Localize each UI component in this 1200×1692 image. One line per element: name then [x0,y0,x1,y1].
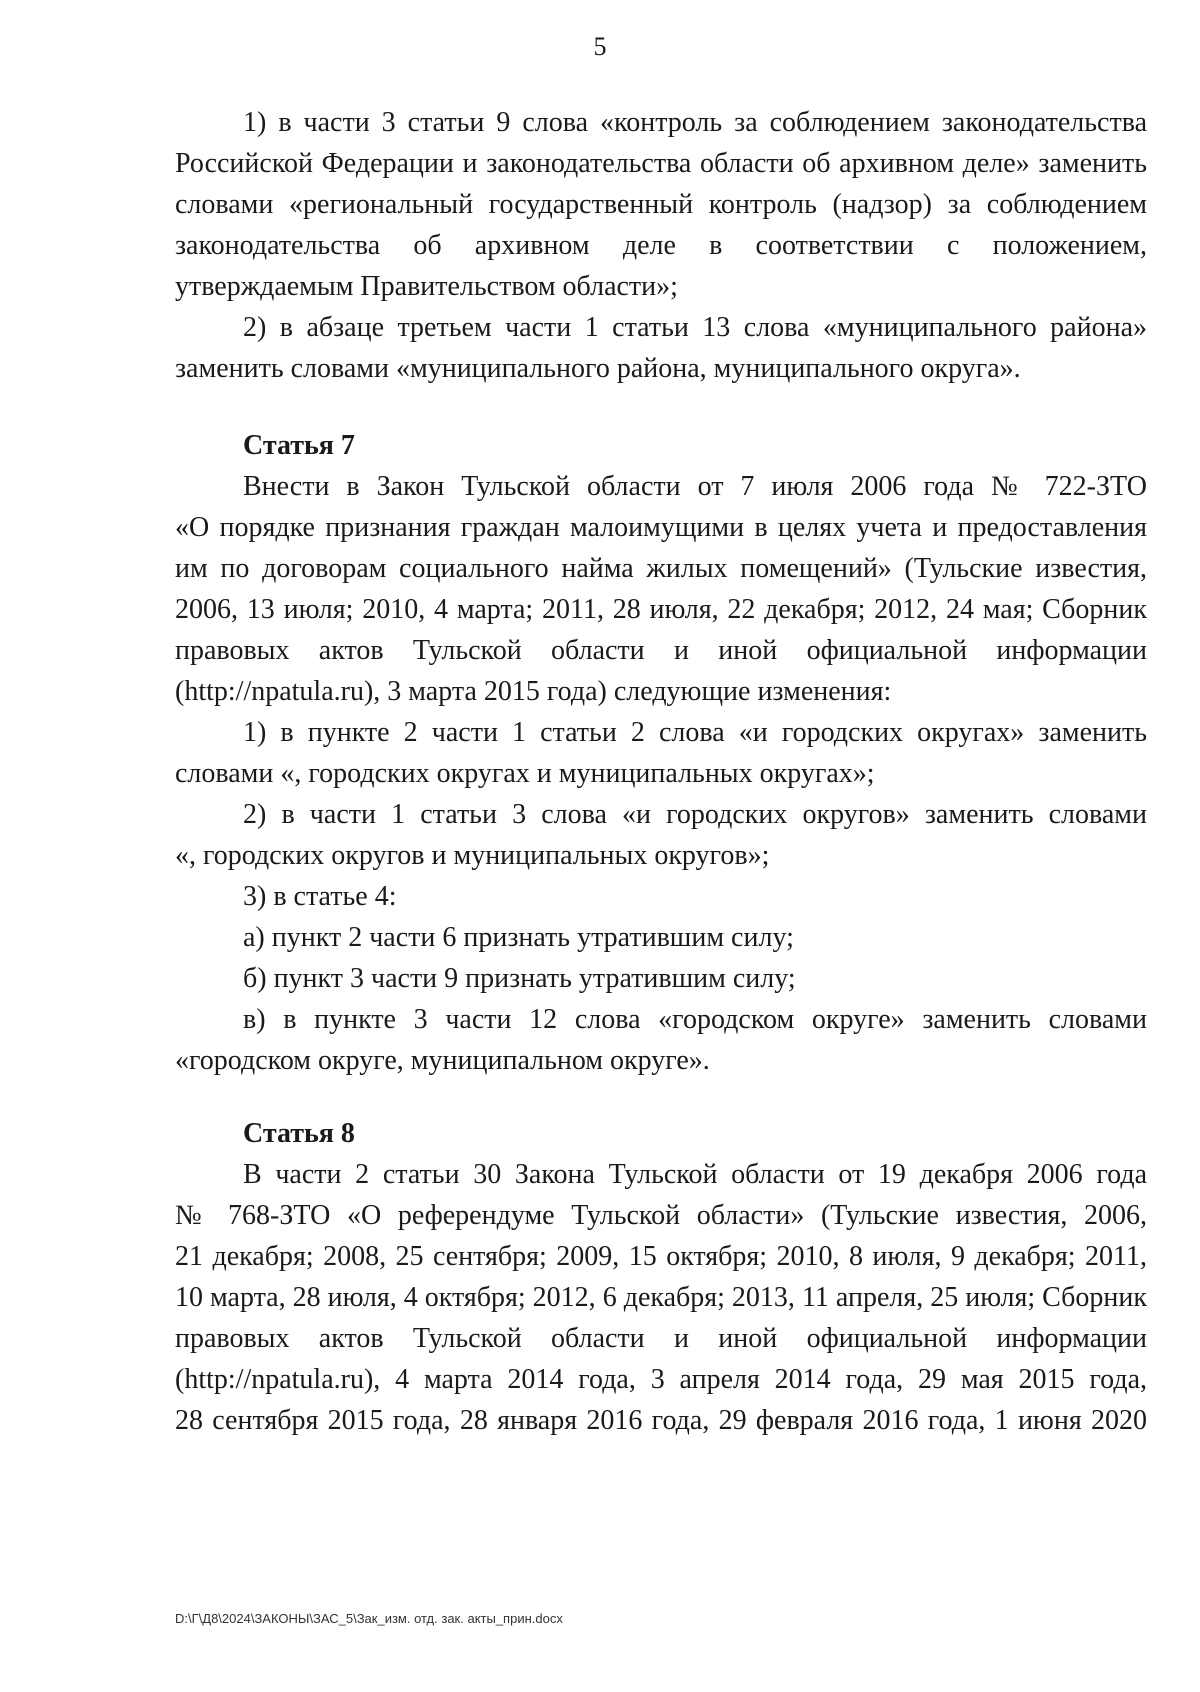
article-heading: Статья 7 [243,430,355,461]
text-line: 21 декабря; 2008, 25 сентября; 2009, 15 октября; 2010, 8 июля, 9 декабря; 2011, [175,1241,1147,1272]
text-line: заменить словами «муниципального района, муниципального округа». [175,353,1021,384]
text-line: 3) в статье 4: [243,881,397,912]
text-line: № 768-ЗТО «О референдуме Тульской области» (Тульские известия, 2006, [175,1200,1147,1231]
file-path-footer: D:\Г\Д8\2024\ЗАКОНЫ\ЗАС_5\Зак_изм. отд. зак. акты_прин.docx [175,1611,563,1626]
text-line: им по договорам социального найма жилых помещений» (Тульские известия, [175,553,1147,584]
text-line: утверждаемым Правительством области»; [175,271,678,302]
text-line: (http://npatula.ru), 3 марта 2015 года) следующие изменения: [175,676,892,707]
text-line: правовых актов Тульской области и иной официальной информации [175,635,1147,666]
text-line: словами «региональный государственный контроль (надзор) за соблюдением [175,189,1147,220]
text-line: правовых актов Тульской области и иной официальной информации [175,1323,1147,1354]
text-line: «О порядке признания граждан малоимущими в целях учета и предоставления [175,512,1147,543]
text-line: 1) в пункте 2 части 1 статьи 2 слова «и городских округах» заменить [243,717,1147,748]
text-line: 1) в части 3 статьи 9 слова «контроль за соблюдением законодательства [243,107,1147,138]
text-line: словами «, городских округах и муниципальных округах»; [175,758,875,789]
text-line: 2006, 13 июля; 2010, 4 марта; 2011, 28 июля, 22 декабря; 2012, 24 мая; Сборник [175,594,1147,625]
text-line: в) в пункте 3 части 12 слова «городском округе» заменить словами [243,1004,1147,1035]
page-number: 5 [593,32,607,61]
text-line: «, городских округов и муниципальных округов»; [175,840,770,871]
article-heading: Статья 8 [243,1118,355,1149]
text-line: 28 сентября 2015 года, 28 января 2016 года, 29 февраля 2016 года, 1 июня 2020 [175,1405,1147,1436]
text-line: 2) в абзаце третьем части 1 статьи 13 слова «муниципального района» [243,312,1147,343]
text-line: законодательства об архивном деле в соответствии с положением, [175,230,1147,261]
text-line: Российской Федерации и законодательства области об архивном деле» заменить [175,148,1147,179]
text-line: Внести в Закон Тульской области от 7 июля 2006 года № 722-ЗТО [243,471,1147,502]
text-line: (http://npatula.ru), 4 марта 2014 года, 3 апреля 2014 года, 29 мая 2015 года, [175,1364,1147,1395]
text-line: 2) в части 1 статьи 3 слова «и городских округов» заменить словами [243,799,1147,830]
text-line: В части 2 статьи 30 Закона Тульской области от 19 декабря 2006 года [243,1159,1147,1190]
text-line: 10 марта, 28 июля, 4 октября; 2012, 6 декабря; 2013, 11 апреля, 25 июля; Сборник [175,1282,1147,1313]
text-line: б) пункт 3 части 9 признать утратившим силу; [243,963,796,994]
text-line: а) пункт 2 части 6 признать утратившим силу; [243,922,794,953]
text-line: «городском округе, муниципальном округе». [175,1045,710,1076]
